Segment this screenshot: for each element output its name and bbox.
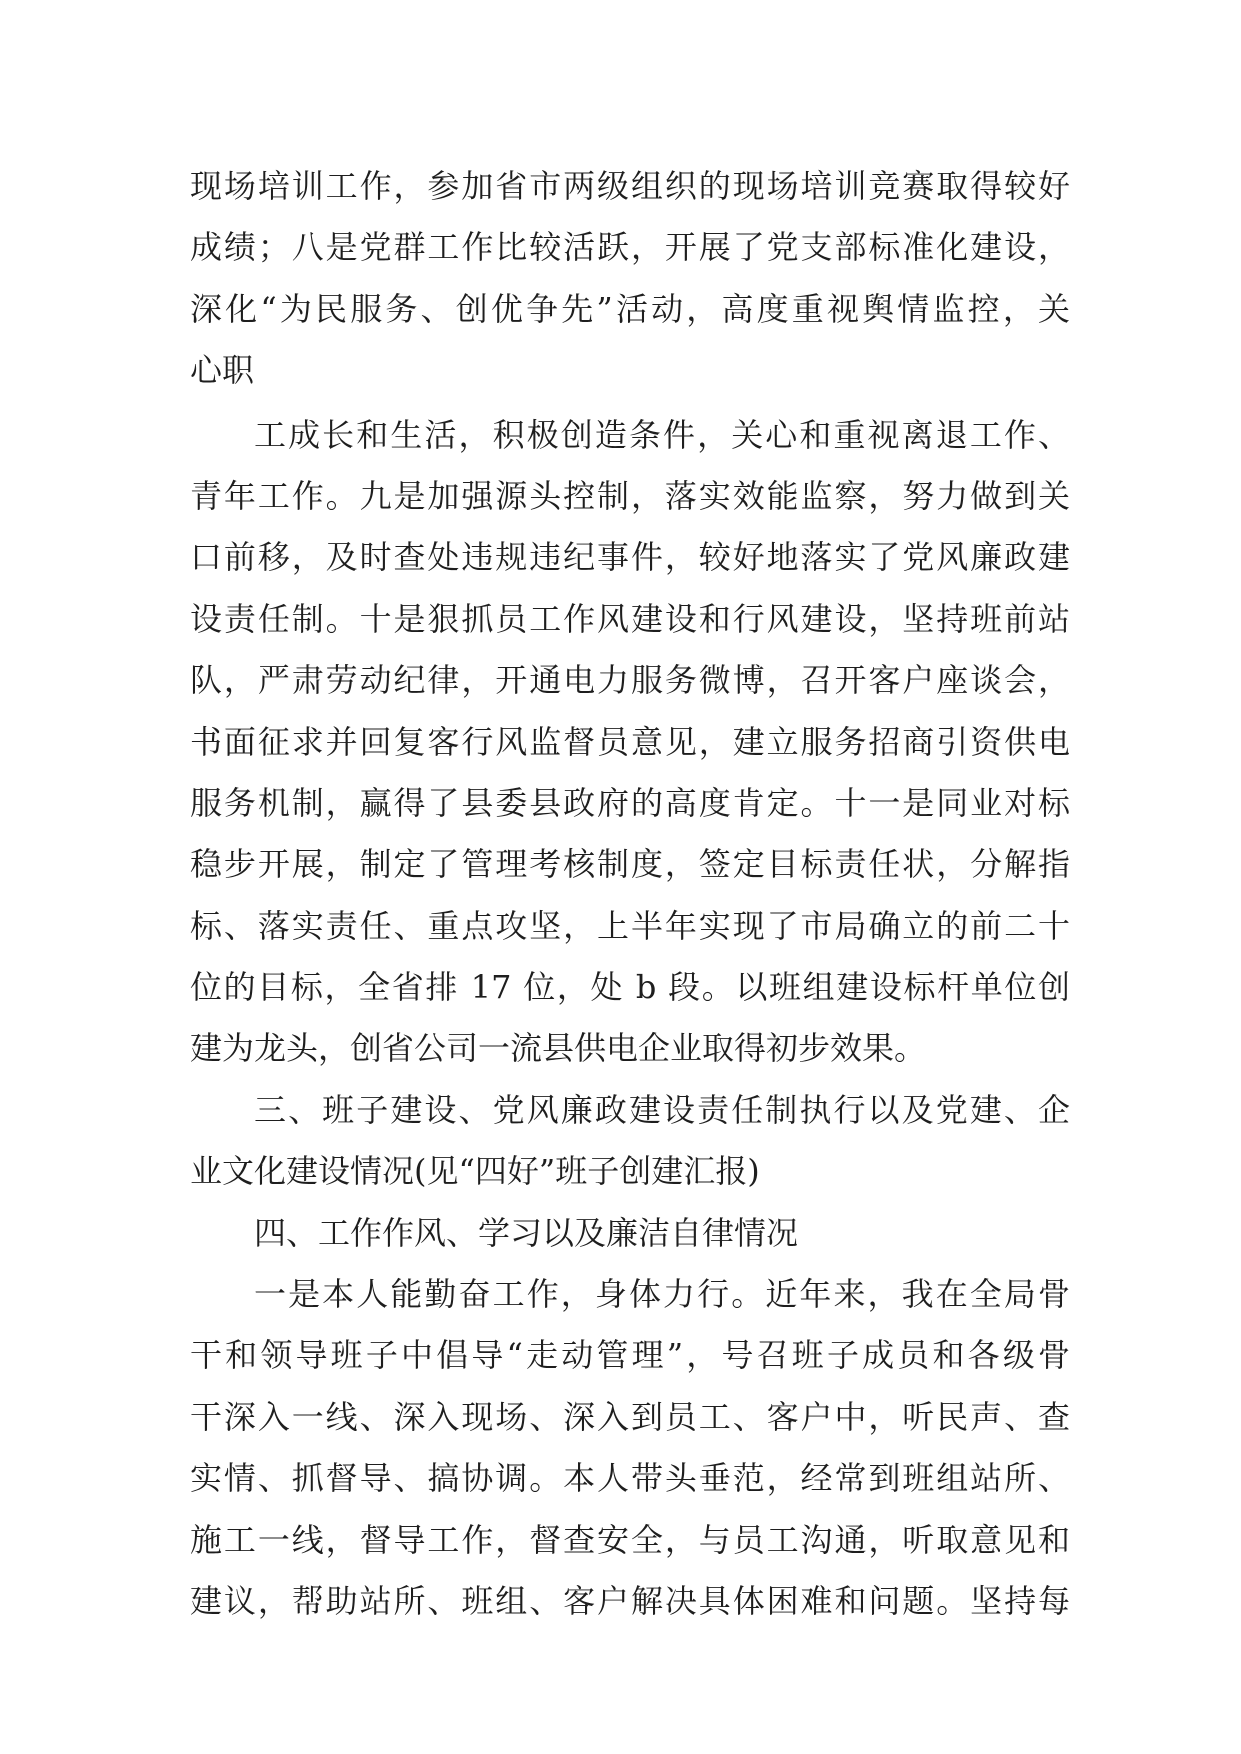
text-line: 工成长和生活，积极创造条件，关心和重视离退工作、 <box>254 415 1070 454</box>
text-line: 设责任制。十是狠抓员工作风建设和行风建设，坚持班前站 <box>190 599 1070 638</box>
text-line: 干和领导班子中倡导“走动管理”，号召班子成员和各级骨 <box>190 1336 1070 1375</box>
section-heading: 四、工作作风、学习以及廉洁自律情况 <box>254 1213 799 1252</box>
text-line: 标、落实责任、重点攻坚，上半年实现了市局确立的前二十 <box>190 906 1070 945</box>
text-line: 书面征求并回复客行风监督员意见，建立服务招商引资供电 <box>190 722 1070 761</box>
paragraph <box>190 1080 1070 1203</box>
section-heading-line: 业文化建设情况(见“四好”班子创建汇报) <box>190 1152 760 1191</box>
paragraph <box>190 1264 1070 1632</box>
text-line: 实情、抓督导、搞协调。本人带头垂范，经常到班组站所、 <box>190 1459 1070 1498</box>
text-line: 位的目标，全省排 17 位，处 b 段。以班组建设标杆单位创 <box>190 968 1070 1007</box>
text-line: 现场培训工作，参加省市两级组织的现场培训竞赛取得较好 <box>190 167 1070 205</box>
text-line: 一是本人能勤奋工作，身体力行。近年来，我在全局骨 <box>254 1275 1070 1314</box>
text-line: 施工一线，督导工作，督查安全，与员工沟通，听取意见和 <box>190 1520 1070 1559</box>
text-line: 深化“为民服务、创优争先”活动，高度重视舆情监控，关 <box>190 289 1070 328</box>
text-line: 口前移，及时查处违规违纪事件，较好地落实了党风廉政建 <box>190 538 1070 577</box>
text-line: 青年工作。九是加强源头控制，落实效能监察，努力做到关 <box>190 476 1070 515</box>
text-line: 成绩；八是党群工作比较活跃，开展了党支部标准化建设， <box>190 228 1070 267</box>
paragraph <box>190 405 1070 1080</box>
paragraph <box>190 1203 1070 1264</box>
text-line: 稳步开展，制定了管理考核制度，签定目标责任状，分解指 <box>190 845 1070 884</box>
section-heading-line: 三、班子建设、党风廉政建设责任制执行以及党建、企 <box>254 1090 1070 1129</box>
paragraph <box>190 156 1070 402</box>
text-line: 建为龙头，创省公司一流县供电企业取得初步效果。 <box>190 1029 927 1068</box>
text-line: 服务机制，赢得了县委县政府的高度肯定。十一是同业对标 <box>190 783 1070 822</box>
text-line: 建议，帮助站所、班组、客户解决具体困难和问题。坚持每 <box>190 1581 1070 1620</box>
text-line: 队，严肃劳动纪律，开通电力服务微博，召开客户座谈会， <box>190 661 1070 700</box>
text-line: 心职 <box>190 351 255 390</box>
document-body <box>190 156 1070 1632</box>
text-line: 干深入一线、深入现场、深入到员工、客户中，听民声、查 <box>190 1397 1070 1436</box>
